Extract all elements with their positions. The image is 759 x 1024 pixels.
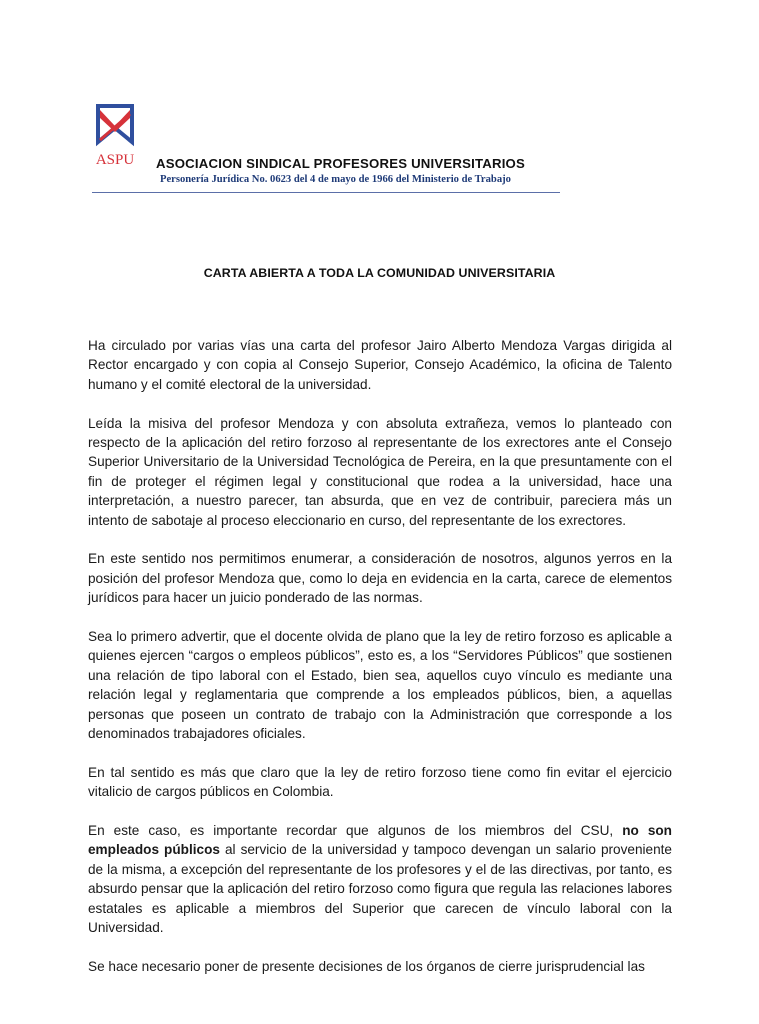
- letterhead-divider: [92, 192, 560, 193]
- paragraph-2: Leída la misiva del profesor Mendoza y con absoluta extrañeza, vemos lo planteado con respecto de la aplicación del retiro forzoso al representante de los exrectores ante el Consejo Superior Universitario de la Universidad Tecnológica de Pereira, en la que presuntamente con el fin de proteger el régimen legal y constitucional que rodea a la universidad, hace una interpretación, a nuestro parecer, tan absurda, que en vez de contribuir, pareciera más un intento de sabotaje al proceso eleccionario en curso, del representante de los exrectores.: [88, 415, 672, 528]
- paragraph-6-rest: al servicio de la universidad y tampoco devengan un salario proveniente de la misma, a excepción del representante de los profesores y el de las directivas, por tanto, es absurdo pensar que la aplicación del retiro forzoso como figura que regula las relaciones labores estatales es aplicable a miembros del Superior que carecen de vínculo laboral con la Universidad.: [88, 842, 672, 936]
- aspu-logo: [92, 104, 138, 174]
- paragraph-3: En este sentido nos permitimos enumerar, a consideración de nosotros, algunos yerros en la posición del profesor Mendoza que, como lo deja en evidencia en la carta, carece de elementos jurídicos para hacer un juicio ponderado de las normas.: [88, 551, 672, 606]
- aspu-logo-mark: [92, 104, 138, 174]
- document-title: CARTA ABIERTA A TODA LA COMUNIDAD UNIVERSITARIA: [203, 266, 556, 280]
- organization-name: ASOCIACION SINDICAL PROFESORES UNIVERSITARIOS: [156, 156, 526, 171]
- letterhead: [92, 104, 562, 196]
- paragraph-4: Sea lo primero advertir, que el docente olvida de plano que la ley de retiro forzoso es aplicable a quienes ejercen “cargos o empleos públicos”, esto es, a los “Servidores Públicos” que sostienen una relación de tipo laboral con el Estado, bien sea, aquellos cuyo vínculo es mediante una relación legal y reglamentaria que comprende a los empleados públicos, bien, a aquellas personas que poseen un contrato de trabajo con la Administración que corresponde a los denominados trabajadores oficiales.: [88, 629, 672, 742]
- paragraph-5: En tal sentido es más que claro que la ley de retiro forzoso tiene como fin evitar el ejercicio vitalicio de cargos públicos en Colombia.: [88, 764, 672, 800]
- paragraph-7: Se hace necesario poner de presente decisiones de los órganos de cierre jurisprudencial las: [88, 958, 645, 974]
- organization-legal-status: Personería Jurídica No. 0623 del 4 de mayo de 1966 del Ministerio de Trabajo: [160, 174, 511, 185]
- paragraph-1: Ha circulado por varias vías una carta del profesor Jairo Alberto Mendoza Vargas dirigida al Rector encargado y con copia al Consejo Superior, Consejo Académico, la oficina de Talento humano y el comité electoral de la universidad.: [88, 338, 672, 392]
- paragraph-6: [88, 821, 672, 937]
- paragraph-6-lead: En este caso, es importante recordar que algunos de los miembros del CSU,: [88, 823, 623, 839]
- letter-body: [88, 336, 672, 996]
- paragraph-6-emphasis: no son empleados públicos: [88, 823, 672, 858]
- logo-text: ASPU: [95, 152, 135, 168]
